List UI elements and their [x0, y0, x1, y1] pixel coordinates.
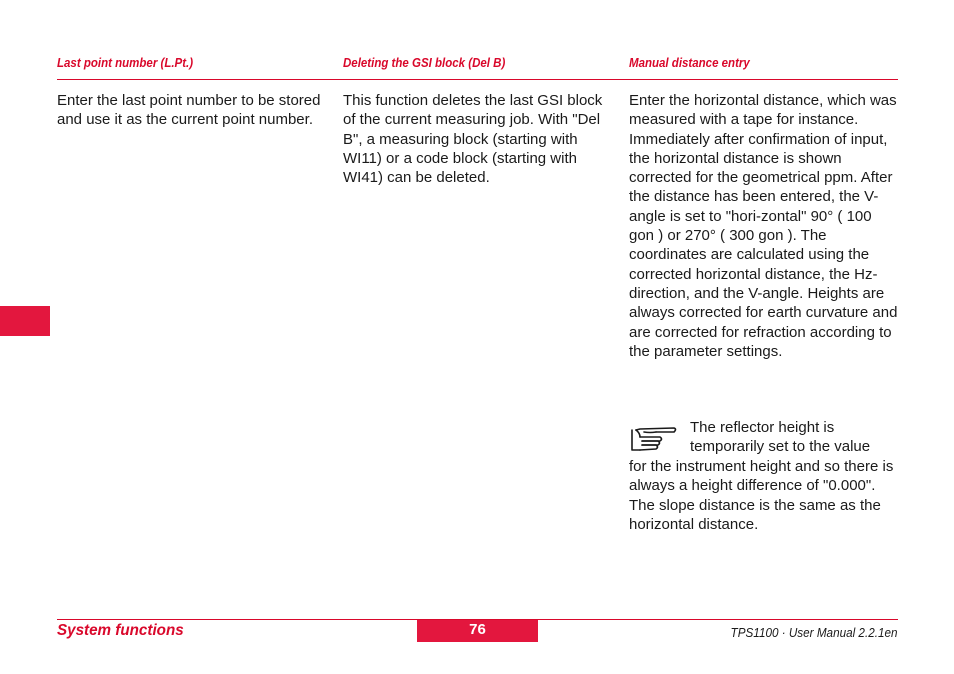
- col3-body: [629, 91, 899, 361]
- col3-paragraph-2: Immediately after confirmation of input, the horizontal distance is shown corrected for the geometrical ppm. After the distance has been entered, the V-angle is set to "hori-zontal" 90° ( 100 gon ) or 270° ( 300 gon ). The coordinates are calculated using the corrected horizontal distance, the Hz-direction, and the V-angle. Heights are always corrected for earth curvature and are corrected for refraction according to the parameter settings.: [629, 130, 898, 360]
- pointing-hand-icon: [630, 424, 678, 454]
- col3-paragraph-1: Enter the horizontal distance, which was measured with a tape for instance.: [629, 92, 897, 129]
- section-title: System functions: [57, 622, 184, 639]
- note-rest: for the instrument height and so there is always a height difference of "0.000".: [629, 458, 894, 495]
- chapter-tab: [0, 306, 50, 336]
- header-rule: [57, 79, 898, 80]
- col3-paragraph-3: The slope distance is the same as the horizontal distance.: [629, 496, 881, 533]
- note-intro: The reflector height is temporarily set to the value: [690, 419, 871, 456]
- page-number: 76: [417, 620, 538, 642]
- manual-reference: TPS1100 · User Manual 2.2.1en: [730, 625, 897, 640]
- col2-text: This function deletes the last GSI block of the current measuring job. With "Del B", a measuring block (starting with WI11) or a code block (starting with WI41) can be deleted.: [343, 92, 603, 187]
- col3-heading: Manual distance entry: [629, 56, 750, 70]
- col1-heading: Last point number (L.Pt.): [57, 56, 194, 70]
- col2-body: [343, 91, 605, 187]
- col1-text: Enter the last point number to be stored and use it as the current point number.: [57, 92, 321, 129]
- col1-body: [57, 91, 325, 130]
- col2-heading: Deleting the GSI block (Del B): [343, 56, 506, 70]
- note-body: [629, 457, 901, 534]
